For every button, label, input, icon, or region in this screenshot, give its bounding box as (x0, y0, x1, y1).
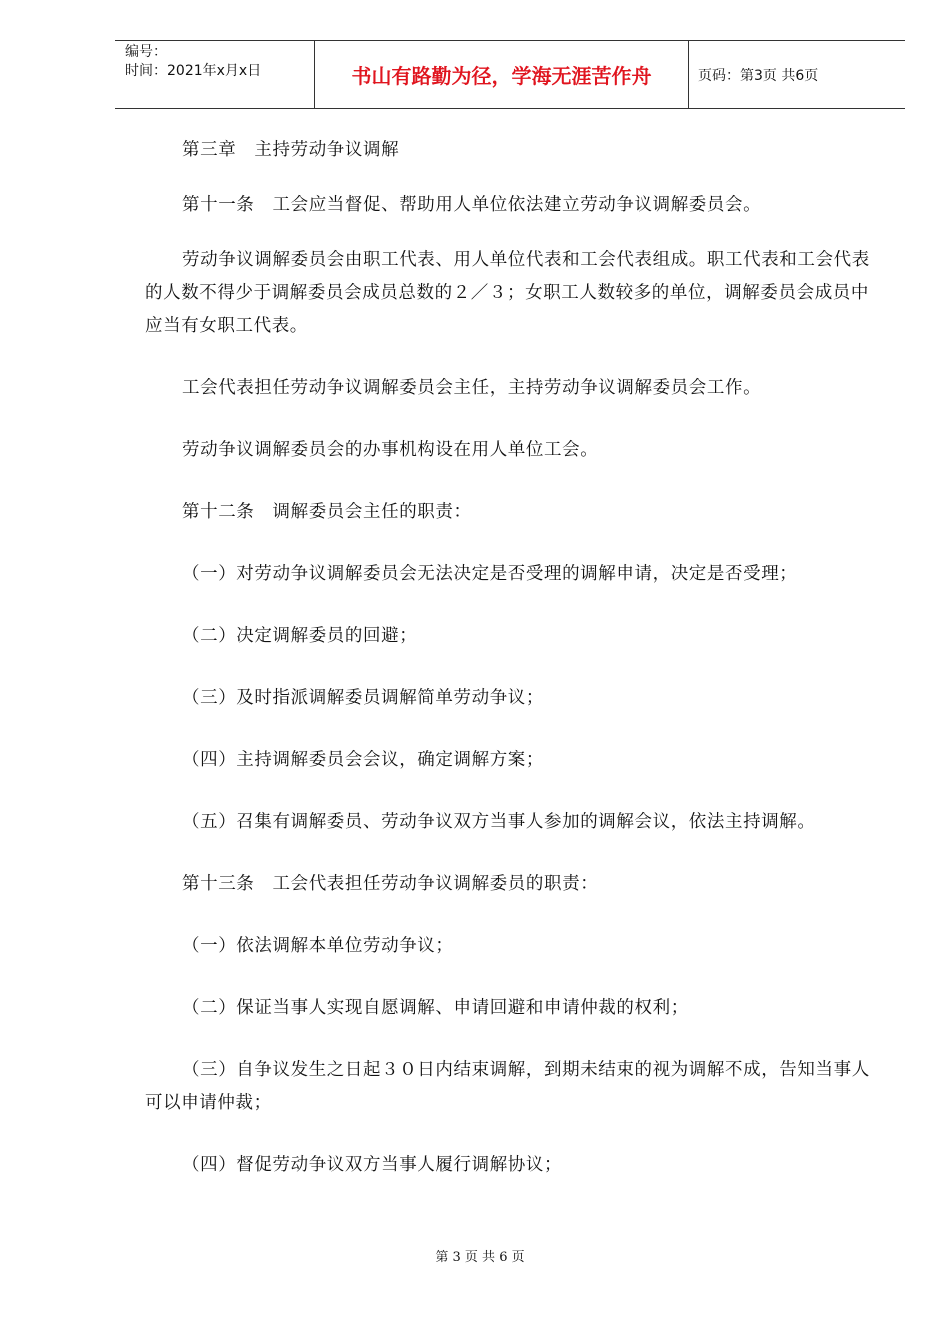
document-body (145, 134, 880, 1211)
page-header (115, 40, 905, 109)
paragraph-committee-office: 劳动争议调解委员会的办事机构设在用人单位工会。 (182, 440, 599, 460)
time-label: 时间：2021年x月x日 (125, 63, 262, 79)
chapter-title: 第三章 主持劳动争议调解 (182, 140, 400, 160)
list-item: （四）主持调解委员会会议，确定调解方案； (182, 750, 544, 770)
list-item: （二）决定调解委员的回避； (182, 626, 418, 646)
header-motto: 书山有路勤为径，学海无涯苦作舟 (315, 41, 689, 108)
list-item: （三）及时指派调解委员调解简单劳动争议； (182, 688, 544, 708)
article-13: 第十三条 工会代表担任劳动争议调解委员的职责： (182, 874, 599, 894)
list-item: （一）对劳动争议调解委员会无法决定是否受理的调解申请，决定是否受理； (182, 564, 798, 584)
header-page-info: 页码：第3页 共6页 (698, 67, 819, 84)
list-item: （三）自争议发生之日起３０日内结束调解，到期未结束的视为调解不成，告知当事人可以申请仲裁； (145, 1060, 870, 1113)
list-item: （二）保证当事人实现自愿调解、申请回避和申请仲裁的权利； (182, 998, 689, 1018)
list-item: （一）依法调解本单位劳动争议； (182, 936, 454, 956)
list-item: （五）召集有调解委员、劳动争议双方当事人参加的调解会议，依法主持调解。 (182, 812, 816, 832)
serial-label: 编号： (125, 44, 167, 60)
list-item: （四）督促劳动争议双方当事人履行调解协议； (182, 1155, 563, 1175)
paragraph-committee-chair: 工会代表担任劳动争议调解委员会主任，主持劳动争议调解委员会工作。 (182, 378, 762, 398)
header-meta (115, 41, 315, 108)
article-12: 第十二条 调解委员会主任的职责： (182, 502, 472, 522)
paragraph-committee-composition: 劳动争议调解委员会由职工代表、用人单位代表和工会代表组成。职工代表和工会代表的人数不得少于调解委员会成员总数的２／３；女职工人数较多的单位，调解委员会成员中应当有女职工代表。 (145, 250, 870, 336)
article-11: 第十一条 工会应当督促、帮助用人单位依法建立劳动争议调解委员会。 (182, 195, 762, 215)
page-footer: 第 3 页 共 6 页 (435, 1250, 525, 1265)
